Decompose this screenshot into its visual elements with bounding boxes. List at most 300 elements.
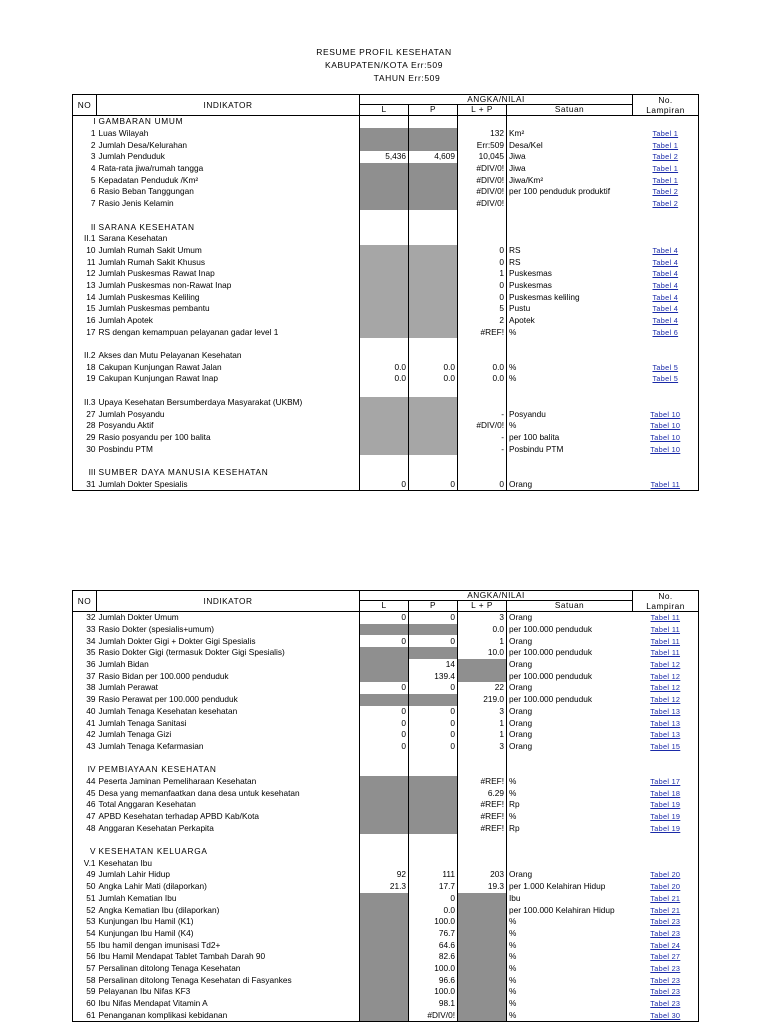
value-l: 0 — [360, 612, 409, 624]
table-row — [73, 787, 699, 799]
lampiran-link[interactable]: Tabel 4 — [652, 304, 679, 314]
satuan: Orang — [507, 869, 633, 881]
table-row — [73, 361, 699, 373]
lampiran-link[interactable]: Tabel 12 — [650, 695, 681, 705]
lampiran-link[interactable]: Tabel 27 — [650, 952, 681, 962]
value-l — [360, 986, 409, 998]
lampiran-cell — [633, 303, 699, 315]
value-lp: 0 — [458, 280, 507, 292]
value-l — [360, 432, 409, 444]
lampiran-cell — [633, 647, 699, 659]
value-lp — [458, 893, 507, 905]
lampiran-link[interactable]: Tabel 12 — [650, 660, 681, 670]
table-header — [73, 591, 699, 612]
lampiran-link[interactable]: Tabel 18 — [650, 788, 681, 798]
satuan: Rp — [507, 822, 633, 834]
lampiran-link[interactable]: Tabel 10 — [650, 444, 681, 454]
lampiran-link[interactable]: Tabel 23 — [650, 999, 681, 1009]
value-p: 0.0 — [409, 361, 458, 373]
lampiran-cell — [633, 174, 699, 186]
value-l — [360, 670, 409, 682]
satuan: % — [507, 986, 633, 998]
table-row — [73, 670, 699, 682]
lampiran-link[interactable]: Tabel 11 — [650, 625, 681, 635]
satuan: Orang — [507, 612, 633, 624]
value-l — [360, 998, 409, 1010]
satuan: RS — [507, 256, 633, 268]
value-p: 0 — [409, 635, 458, 647]
satuan: Puskesmas — [507, 280, 633, 292]
value-lp — [458, 467, 507, 479]
indicator-label: Kepadatan Penduduk /Km² — [98, 174, 199, 185]
value-lp: 1 — [458, 729, 507, 741]
row-number: 32 — [73, 612, 97, 624]
lampiran-link[interactable]: Tabel 15 — [650, 741, 681, 751]
value-lp: #DIV/0! — [458, 198, 507, 210]
satuan: % — [507, 951, 633, 963]
lampiran-cell — [633, 408, 699, 420]
satuan: % — [507, 776, 633, 788]
value-p — [409, 291, 458, 303]
row-number: 29 — [73, 432, 97, 444]
satuan — [507, 752, 633, 764]
table-row — [73, 233, 699, 245]
row-number: 46 — [73, 799, 97, 811]
value-l — [360, 116, 409, 128]
satuan — [507, 338, 633, 350]
col-lampiran-header — [633, 591, 699, 612]
value-p — [409, 303, 458, 315]
value-p: 100.0 — [409, 916, 458, 928]
lampiran-link[interactable]: Tabel 5 — [652, 374, 679, 384]
value-lp — [458, 116, 507, 128]
indicator-label: Rata-rata jiwa/rumah tangga — [98, 163, 204, 174]
value-lp: #REF! — [458, 799, 507, 811]
lampiran-cell — [633, 857, 699, 869]
lampiran-link[interactable]: Tabel 11 — [650, 613, 681, 623]
table-row — [73, 986, 699, 998]
indicator-label: Ibu Hamil Mendapat Tablet Tambah Darah 90 — [98, 951, 266, 962]
lampiran-link[interactable]: Tabel 1 — [652, 140, 679, 150]
row-number: 57 — [73, 963, 97, 975]
satuan: RS — [507, 245, 633, 257]
lampiran-link[interactable]: Tabel 2 — [652, 152, 679, 162]
col-satuan-header: Satuan — [507, 600, 633, 611]
satuan: % — [507, 916, 633, 928]
row-number: 41 — [73, 717, 97, 729]
lampiran-cell — [633, 245, 699, 257]
lampiran-cell — [633, 776, 699, 788]
lampiran-cell — [633, 682, 699, 694]
resume-table-page-2 — [72, 590, 699, 1022]
satuan: Orang — [507, 659, 633, 671]
lampiran-link[interactable]: Tabel 4 — [652, 280, 679, 290]
value-p — [409, 139, 458, 151]
col-angka-header: ANGKA/NILAI — [360, 95, 633, 105]
indicator-label: Kesehatan Ibu — [98, 857, 153, 868]
value-l — [360, 963, 409, 975]
lampiran-link[interactable]: Tabel 11 — [650, 636, 681, 646]
report-tahun: TAHUN Err:509 — [373, 73, 441, 83]
lampiran-cell — [633, 350, 699, 362]
value-l: 0.0 — [360, 361, 409, 373]
value-p: 96.6 — [409, 974, 458, 986]
lampiran-cell — [633, 233, 699, 245]
table-row — [73, 139, 699, 151]
value-lp — [458, 233, 507, 245]
value-lp — [458, 764, 507, 776]
section-title: SARANA KESEHATAN — [98, 221, 195, 232]
indicator-label: Rasio posyandu per 100 balita — [98, 431, 211, 442]
table-row — [73, 694, 699, 706]
indicator-label: Sarana Kesehatan — [98, 233, 168, 244]
lampiran-link[interactable]: Tabel 4 — [652, 292, 679, 302]
table-row — [73, 443, 699, 455]
lampiran-link[interactable]: Tabel 17 — [650, 776, 681, 786]
resume-table-page-1 — [72, 94, 699, 491]
value-l: 92 — [360, 869, 409, 881]
lampiran-link[interactable]: Tabel 4 — [652, 316, 679, 326]
value-lp — [458, 939, 507, 951]
lampiran-link[interactable]: Tabel 13 — [650, 706, 681, 716]
indicator-label: Jumlah Tenaga Kefarmasian — [98, 740, 204, 751]
indicator-label: Luas Wilayah — [98, 128, 149, 139]
lampiran-cell — [633, 210, 699, 222]
lampiran-link[interactable]: Tabel 21 — [650, 905, 681, 915]
lampiran-cell — [633, 986, 699, 998]
table-row — [73, 811, 699, 823]
value-l — [360, 834, 409, 846]
indicator-label: Upaya Kesehatan Bersumberdaya Masyarakat (UKBM) — [98, 396, 303, 407]
row-number: 12 — [73, 268, 97, 280]
row-number: III — [73, 467, 97, 479]
value-p — [409, 315, 458, 327]
value-l — [360, 939, 409, 951]
lampiran-link[interactable]: Tabel 2 — [652, 187, 679, 197]
satuan — [507, 834, 633, 846]
col-indikator-header: INDIKATOR — [97, 95, 360, 116]
indicator-label: Jumlah Posyandu — [98, 408, 165, 419]
satuan: Orang — [507, 717, 633, 729]
lampiran-link[interactable]: Tabel 10 — [650, 409, 681, 419]
value-l — [360, 659, 409, 671]
row-number — [73, 338, 97, 350]
value-l — [360, 350, 409, 362]
satuan: % — [507, 326, 633, 338]
satuan: Puskesmas keliling — [507, 291, 633, 303]
value-p — [409, 624, 458, 636]
lampiran-cell — [633, 624, 699, 636]
satuan: Posbindu PTM — [507, 443, 633, 455]
value-l — [360, 245, 409, 257]
satuan: % — [507, 928, 633, 940]
row-number: 52 — [73, 904, 97, 916]
satuan — [507, 350, 633, 362]
lampiran-link[interactable]: Tabel 13 — [650, 718, 681, 728]
lampiran-link[interactable]: Tabel 4 — [652, 269, 679, 279]
table-row — [73, 939, 699, 951]
value-p — [409, 787, 458, 799]
lampiran-cell — [633, 670, 699, 682]
col-lampiran-header-line-2: Lampiran — [646, 601, 685, 611]
lampiran-link[interactable]: Tabel 12 — [650, 671, 681, 681]
satuan: Ibu — [507, 893, 633, 905]
lampiran-link[interactable]: Tabel 19 — [650, 823, 681, 833]
lampiran-link[interactable]: Tabel 1 — [652, 129, 679, 139]
row-number: 27 — [73, 408, 97, 420]
value-lp: 1 — [458, 635, 507, 647]
satuan: Pustu — [507, 303, 633, 315]
value-lp: 0 — [458, 291, 507, 303]
table-row — [73, 741, 699, 753]
row-number: 55 — [73, 939, 97, 951]
value-lp: 10,045 — [458, 151, 507, 163]
value-p — [409, 128, 458, 140]
table-row — [73, 951, 699, 963]
value-lp: 19.3 — [458, 881, 507, 893]
table-row — [73, 928, 699, 940]
table-row — [73, 893, 699, 905]
satuan: % — [507, 373, 633, 385]
col-satuan-header: Satuan — [507, 104, 633, 115]
value-p — [409, 834, 458, 846]
lampiran-cell — [633, 904, 699, 916]
lampiran-link[interactable]: Tabel 30 — [650, 1010, 681, 1020]
value-l — [360, 408, 409, 420]
satuan — [507, 467, 633, 479]
lampiran-link[interactable]: Tabel 21 — [650, 893, 681, 903]
lampiran-link[interactable]: Tabel 5 — [652, 362, 679, 372]
table-row — [73, 338, 699, 350]
lampiran-link[interactable]: Tabel 19 — [650, 812, 681, 822]
row-number: 47 — [73, 811, 97, 823]
value-p — [409, 280, 458, 292]
indicator-label: Jumlah Rumah Sakit Khusus — [98, 256, 206, 267]
lampiran-cell — [633, 420, 699, 432]
indicator-label: Kunjungan Ibu Hamil (K1) — [98, 916, 194, 927]
table-row — [73, 303, 699, 315]
value-p: 17.7 — [409, 881, 458, 893]
row-number: 15 — [73, 303, 97, 315]
lampiran-cell — [633, 467, 699, 479]
section-title: PEMBIAYAAN KESEHATAN — [98, 764, 217, 775]
col-no-header: NO — [73, 591, 97, 612]
indicator-label — [97, 752, 360, 764]
lampiran-cell — [633, 326, 699, 338]
value-l — [360, 186, 409, 198]
value-p: 139.4 — [409, 670, 458, 682]
row-number: 18 — [73, 361, 97, 373]
table-row — [73, 174, 699, 186]
row-number: 33 — [73, 624, 97, 636]
lampiran-link[interactable]: Tabel 11 — [650, 479, 681, 489]
row-number: 60 — [73, 998, 97, 1010]
indicator-label: Jumlah Bidan — [98, 659, 149, 670]
value-lp — [458, 455, 507, 467]
indicator-label: APBD Kesehatan terhadap APBD Kab/Kota — [98, 811, 260, 822]
value-lp: 3 — [458, 741, 507, 753]
satuan: Orang — [507, 729, 633, 741]
lampiran-cell — [633, 478, 699, 490]
value-l — [360, 752, 409, 764]
value-l — [360, 846, 409, 858]
value-l — [360, 467, 409, 479]
value-l — [360, 857, 409, 869]
lampiran-link[interactable]: Tabel 20 — [650, 882, 681, 892]
satuan: Jiwa — [507, 151, 633, 163]
lampiran-cell — [633, 280, 699, 292]
value-lp — [458, 998, 507, 1010]
value-lp: #DIV/0! — [458, 420, 507, 432]
value-l — [360, 420, 409, 432]
value-lp — [458, 1009, 507, 1021]
indicator-label: Akses dan Mutu Pelayanan Kesehatan — [98, 350, 242, 361]
lampiran-link[interactable]: Tabel 23 — [650, 963, 681, 973]
value-p: #DIV/0! — [409, 1009, 458, 1021]
value-p: 0 — [409, 478, 458, 490]
lampiran-link[interactable]: Tabel 12 — [650, 683, 681, 693]
value-p: 64.6 — [409, 939, 458, 951]
col-lp-header: L + P — [458, 600, 507, 611]
satuan: Jiwa/Km² — [507, 174, 633, 186]
satuan: % — [507, 811, 633, 823]
satuan: per 100.000 penduduk — [507, 670, 633, 682]
row-number: 17 — [73, 326, 97, 338]
value-lp — [458, 904, 507, 916]
value-p — [409, 432, 458, 444]
row-number: II.1 — [73, 233, 97, 245]
row-number: 16 — [73, 315, 97, 327]
value-p: 98.1 — [409, 998, 458, 1010]
indicator-label: Jumlah Apotek — [98, 315, 153, 326]
col-lampiran-header-line-1: No. — [658, 591, 673, 601]
indicator-label: Posbindu PTM — [98, 443, 153, 454]
value-l — [360, 904, 409, 916]
lampiran-link[interactable]: Tabel 1 — [652, 164, 679, 174]
lampiran-cell — [633, 163, 699, 175]
row-number: 30 — [73, 443, 97, 455]
lampiran-link[interactable]: Tabel 24 — [650, 940, 681, 950]
lampiran-cell — [633, 221, 699, 233]
lampiran-link[interactable]: Tabel 10 — [650, 421, 681, 431]
lampiran-cell — [633, 939, 699, 951]
lampiran-link[interactable]: Tabel 11 — [650, 648, 681, 658]
lampiran-link[interactable]: Tabel 1 — [652, 175, 679, 185]
value-l — [360, 1009, 409, 1021]
lampiran-link[interactable]: Tabel 23 — [650, 987, 681, 997]
value-l: 0 — [360, 741, 409, 753]
lampiran-cell — [633, 338, 699, 350]
lampiran-link[interactable]: Tabel 23 — [650, 928, 681, 938]
value-p — [409, 116, 458, 128]
section-title: GAMBARAN UMUM — [98, 116, 184, 127]
table-row — [73, 624, 699, 636]
satuan: Orang — [507, 706, 633, 718]
value-lp: #DIV/0! — [458, 186, 507, 198]
lampiran-cell — [633, 151, 699, 163]
row-number: 44 — [73, 776, 97, 788]
satuan: % — [507, 939, 633, 951]
lampiran-link[interactable]: Tabel 19 — [650, 800, 681, 810]
row-number: 37 — [73, 670, 97, 682]
value-l — [360, 811, 409, 823]
table-row — [73, 717, 699, 729]
value-p — [409, 811, 458, 823]
value-lp — [458, 397, 507, 409]
table-row — [73, 373, 699, 385]
lampiran-cell — [633, 116, 699, 128]
satuan: Rp — [507, 799, 633, 811]
value-p — [409, 799, 458, 811]
lampiran-link[interactable]: Tabel 23 — [650, 917, 681, 927]
row-number: 59 — [73, 986, 97, 998]
satuan: per 100.000 Kelahiran Hidup — [507, 904, 633, 916]
value-l — [360, 338, 409, 350]
lampiran-cell — [633, 291, 699, 303]
value-l — [360, 397, 409, 409]
table-row — [73, 221, 699, 233]
lampiran-link[interactable]: Tabel 6 — [652, 327, 679, 337]
table-row — [73, 128, 699, 140]
row-number: 7 — [73, 198, 97, 210]
value-p — [409, 385, 458, 397]
value-l — [360, 210, 409, 222]
col-lp-header: L + P — [458, 104, 507, 115]
lampiran-cell — [633, 741, 699, 753]
lampiran-link[interactable]: Tabel 10 — [650, 432, 681, 442]
row-number — [73, 385, 97, 397]
lampiran-link[interactable]: Tabel 20 — [650, 870, 681, 880]
lampiran-cell — [633, 787, 699, 799]
value-l: 0 — [360, 682, 409, 694]
satuan: % — [507, 420, 633, 432]
table-row — [73, 682, 699, 694]
value-lp — [458, 834, 507, 846]
indicator-label: Rasio Beban Tanggungan — [98, 186, 194, 197]
lampiran-link[interactable]: Tabel 23 — [650, 975, 681, 985]
lampiran-link[interactable]: Tabel 13 — [650, 730, 681, 740]
row-number: 39 — [73, 694, 97, 706]
satuan: % — [507, 1009, 633, 1021]
row-number: 3 — [73, 151, 97, 163]
value-l — [360, 928, 409, 940]
value-p: 0 — [409, 612, 458, 624]
lampiran-cell — [633, 432, 699, 444]
table-row — [73, 186, 699, 198]
row-number: 31 — [73, 478, 97, 490]
lampiran-cell — [633, 186, 699, 198]
table-row — [73, 647, 699, 659]
row-number: 43 — [73, 741, 97, 753]
table-row — [73, 729, 699, 741]
lampiran-link[interactable]: Tabel 2 — [652, 199, 679, 209]
value-p — [409, 443, 458, 455]
row-number: V.1 — [73, 857, 97, 869]
value-p — [409, 420, 458, 432]
value-lp: Err:509 — [458, 139, 507, 151]
lampiran-cell — [633, 373, 699, 385]
table-row — [73, 467, 699, 479]
lampiran-cell — [633, 822, 699, 834]
value-lp: 0 — [458, 245, 507, 257]
value-lp: 132 — [458, 128, 507, 140]
table-row — [73, 857, 699, 869]
value-l — [360, 455, 409, 467]
value-l — [360, 198, 409, 210]
value-p — [409, 245, 458, 257]
lampiran-link[interactable]: Tabel 4 — [652, 257, 679, 267]
lampiran-link[interactable]: Tabel 4 — [652, 245, 679, 255]
